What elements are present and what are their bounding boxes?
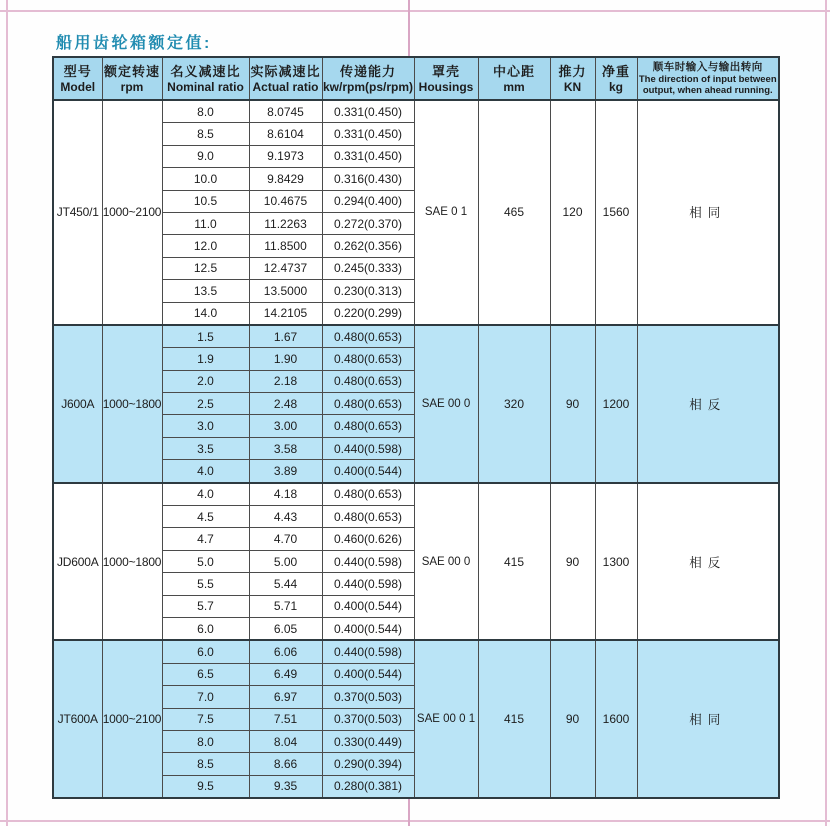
capacity-cell: 0.280(0.381) <box>322 775 414 798</box>
nominal-ratio-cell: 8.0 <box>162 100 249 123</box>
column-header-direction-en: The direction of input between output, when ahead running. <box>638 74 777 96</box>
housing-cell: SAE 00 0 1 <box>414 640 478 798</box>
column-header-center-distance-en: mm <box>503 80 525 94</box>
center-distance-cell: 465 <box>478 100 550 325</box>
housing-cell: SAE 00 0 <box>414 325 478 483</box>
table-row <box>53 325 779 348</box>
center-distance-cell: 415 <box>478 483 550 641</box>
column-header-actual-ratio <box>249 57 322 100</box>
capacity-cell: 0.331(0.450) <box>322 100 414 123</box>
actual-ratio-cell: 1.67 <box>249 325 322 348</box>
capacity-cell: 0.294(0.400) <box>322 190 414 212</box>
capacity-cell: 0.331(0.450) <box>322 145 414 167</box>
housing-cell: SAE 00 0 <box>414 483 478 641</box>
column-header-thrust <box>550 57 595 100</box>
capacity-cell: 0.262(0.356) <box>322 235 414 257</box>
actual-ratio-cell: 3.00 <box>249 415 322 437</box>
capacity-cell: 0.440(0.598) <box>322 437 414 459</box>
nominal-ratio-cell: 4.7 <box>162 528 249 550</box>
nominal-ratio-cell: 7.0 <box>162 686 249 708</box>
capacity-cell: 0.400(0.544) <box>322 663 414 685</box>
thrust-cell: 90 <box>550 325 595 483</box>
gearbox-ratings-table <box>52 56 780 799</box>
nominal-ratio-cell: 8.5 <box>162 753 249 775</box>
center-distance-cell: 415 <box>478 640 550 798</box>
nominal-ratio-cell: 12.0 <box>162 235 249 257</box>
capacity-cell: 0.331(0.450) <box>322 123 414 145</box>
nominal-ratio-cell: 7.5 <box>162 708 249 730</box>
column-header-housings <box>414 57 478 100</box>
rpm-cell: 1000~2100 <box>102 640 162 798</box>
nominal-ratio-cell: 6.0 <box>162 640 249 663</box>
capacity-cell: 0.480(0.653) <box>322 415 414 437</box>
scan-guide-line-right <box>825 0 827 826</box>
actual-ratio-cell: 11.8500 <box>249 235 322 257</box>
scan-guide-line-bottom <box>0 820 830 822</box>
model-cell: J600A <box>53 325 102 483</box>
capacity-cell: 0.480(0.653) <box>322 393 414 415</box>
actual-ratio-cell: 6.05 <box>249 617 322 640</box>
direction-cell: 相同 <box>637 100 779 325</box>
rpm-cell: 1000~1800 <box>102 483 162 641</box>
page-title: 船用齿轮箱额定值: <box>56 35 212 52</box>
column-header-rpm-en: rpm <box>120 80 144 94</box>
column-header-rpm <box>102 57 162 100</box>
model-cell: JD600A <box>53 483 102 641</box>
column-header-actual-ratio-zh: 实际减速比 <box>250 64 321 79</box>
column-header-direction <box>637 57 779 100</box>
actual-ratio-cell: 7.51 <box>249 708 322 730</box>
actual-ratio-cell: 3.89 <box>249 460 322 483</box>
column-header-model <box>53 57 102 100</box>
actual-ratio-cell: 9.35 <box>249 775 322 798</box>
column-header-capacity-zh: 传递能力 <box>339 64 396 79</box>
actual-ratio-cell: 6.49 <box>249 663 322 685</box>
capacity-cell: 0.370(0.503) <box>322 708 414 730</box>
actual-ratio-cell: 9.1973 <box>249 145 322 167</box>
actual-ratio-cell: 6.06 <box>249 640 322 663</box>
direction-cell: 相反 <box>637 483 779 641</box>
rpm-cell: 1000~1800 <box>102 325 162 483</box>
actual-ratio-cell: 8.04 <box>249 730 322 752</box>
nominal-ratio-cell: 14.0 <box>162 302 249 325</box>
actual-ratio-cell: 2.48 <box>249 393 322 415</box>
actual-ratio-cell: 6.97 <box>249 686 322 708</box>
scan-guide-line-top <box>0 10 830 12</box>
nominal-ratio-cell: 3.5 <box>162 437 249 459</box>
table-header-row <box>53 57 779 100</box>
table-row <box>53 100 779 123</box>
actual-ratio-cell: 8.6104 <box>249 123 322 145</box>
capacity-cell: 0.440(0.598) <box>322 573 414 595</box>
nominal-ratio-cell: 9.5 <box>162 775 249 798</box>
capacity-cell: 0.400(0.544) <box>322 460 414 483</box>
column-header-capacity <box>322 57 414 100</box>
capacity-cell: 0.272(0.370) <box>322 212 414 234</box>
nominal-ratio-cell: 10.0 <box>162 168 249 190</box>
weight-cell: 1560 <box>595 100 637 325</box>
direction-cell: 相反 <box>637 325 779 483</box>
rpm-cell: 1000~2100 <box>102 100 162 325</box>
capacity-cell: 0.480(0.653) <box>322 370 414 392</box>
nominal-ratio-cell: 8.0 <box>162 730 249 752</box>
scan-guide-line-left <box>6 0 8 826</box>
nominal-ratio-cell: 6.0 <box>162 617 249 640</box>
weight-cell: 1600 <box>595 640 637 798</box>
housing-cell: SAE 0 1 <box>414 100 478 325</box>
actual-ratio-cell: 8.0745 <box>249 100 322 123</box>
column-header-model-zh: 型号 <box>63 64 92 79</box>
actual-ratio-cell: 11.2263 <box>249 212 322 234</box>
direction-cell: 相同 <box>637 640 779 798</box>
column-header-weight <box>595 57 637 100</box>
column-header-nominal-ratio-zh: 名义减速比 <box>170 64 241 79</box>
column-header-center-distance <box>478 57 550 100</box>
nominal-ratio-cell: 2.5 <box>162 393 249 415</box>
model-cell: JT450/1 <box>53 100 102 325</box>
weight-cell: 1300 <box>595 483 637 641</box>
ratings-table-body <box>53 100 779 798</box>
column-header-weight-zh: 净重 <box>601 64 630 79</box>
capacity-cell: 0.290(0.394) <box>322 753 414 775</box>
column-header-thrust-zh: 推力 <box>558 64 587 79</box>
nominal-ratio-cell: 4.5 <box>162 506 249 528</box>
nominal-ratio-cell: 8.5 <box>162 123 249 145</box>
actual-ratio-cell: 5.71 <box>249 595 322 617</box>
capacity-cell: 0.480(0.653) <box>322 348 414 370</box>
actual-ratio-cell: 4.18 <box>249 483 322 506</box>
nominal-ratio-cell: 1.5 <box>162 325 249 348</box>
actual-ratio-cell: 9.8429 <box>249 168 322 190</box>
column-header-center-distance-zh: 中心距 <box>492 64 535 79</box>
actual-ratio-cell: 10.4675 <box>249 190 322 212</box>
nominal-ratio-cell: 6.5 <box>162 663 249 685</box>
capacity-cell: 0.400(0.544) <box>322 617 414 640</box>
thrust-cell: 90 <box>550 640 595 798</box>
capacity-cell: 0.220(0.299) <box>322 302 414 325</box>
actual-ratio-cell: 5.44 <box>249 573 322 595</box>
actual-ratio-cell: 1.90 <box>249 348 322 370</box>
model-cell: JT600A <box>53 640 102 798</box>
column-header-housings-en: Housings <box>418 80 474 94</box>
weight-cell: 1200 <box>595 325 637 483</box>
actual-ratio-cell: 8.66 <box>249 753 322 775</box>
capacity-cell: 0.460(0.626) <box>322 528 414 550</box>
column-header-actual-ratio-en: Actual ratio <box>252 80 319 94</box>
capacity-cell: 0.440(0.598) <box>322 640 414 663</box>
capacity-cell: 0.330(0.449) <box>322 730 414 752</box>
capacity-cell: 0.316(0.430) <box>322 168 414 190</box>
capacity-cell: 0.230(0.313) <box>322 280 414 302</box>
thrust-cell: 90 <box>550 483 595 641</box>
nominal-ratio-cell: 3.0 <box>162 415 249 437</box>
actual-ratio-cell: 14.2105 <box>249 302 322 325</box>
column-header-weight-en: kg <box>608 80 623 94</box>
column-header-capacity-en: kw/rpm(ps/rpm) <box>322 80 413 94</box>
nominal-ratio-cell: 10.5 <box>162 190 249 212</box>
nominal-ratio-cell: 5.7 <box>162 595 249 617</box>
actual-ratio-cell: 13.5000 <box>249 280 322 302</box>
nominal-ratio-cell: 2.0 <box>162 370 249 392</box>
table-row <box>53 640 779 663</box>
nominal-ratio-cell: 5.0 <box>162 550 249 572</box>
capacity-cell: 0.370(0.503) <box>322 686 414 708</box>
nominal-ratio-cell: 11.0 <box>162 212 249 234</box>
column-header-housings-zh: 罩壳 <box>431 64 460 79</box>
column-header-nominal-ratio-en: Nominal ratio <box>167 80 244 94</box>
actual-ratio-cell: 12.4737 <box>249 257 322 279</box>
column-header-model-en: Model <box>60 80 96 94</box>
column-header-nominal-ratio <box>162 57 249 100</box>
capacity-cell: 0.480(0.653) <box>322 506 414 528</box>
table-header <box>53 57 779 100</box>
nominal-ratio-cell: 4.0 <box>162 460 249 483</box>
center-distance-cell: 320 <box>478 325 550 483</box>
table-row <box>53 483 779 506</box>
column-header-direction-zh: 顺车时输入与输出转向 <box>652 61 763 73</box>
column-header-rpm-zh: 额定转速 <box>103 64 160 79</box>
nominal-ratio-cell: 1.9 <box>162 348 249 370</box>
nominal-ratio-cell: 9.0 <box>162 145 249 167</box>
actual-ratio-cell: 3.58 <box>249 437 322 459</box>
thrust-cell: 120 <box>550 100 595 325</box>
actual-ratio-cell: 2.18 <box>249 370 322 392</box>
capacity-cell: 0.400(0.544) <box>322 595 414 617</box>
nominal-ratio-cell: 5.5 <box>162 573 249 595</box>
column-header-thrust-en: KN <box>563 80 582 94</box>
capacity-cell: 0.480(0.653) <box>322 325 414 348</box>
actual-ratio-cell: 5.00 <box>249 550 322 572</box>
actual-ratio-cell: 4.70 <box>249 528 322 550</box>
capacity-cell: 0.480(0.653) <box>322 483 414 506</box>
capacity-cell: 0.440(0.598) <box>322 550 414 572</box>
nominal-ratio-cell: 4.0 <box>162 483 249 506</box>
nominal-ratio-cell: 13.5 <box>162 280 249 302</box>
capacity-cell: 0.245(0.333) <box>322 257 414 279</box>
nominal-ratio-cell: 12.5 <box>162 257 249 279</box>
actual-ratio-cell: 4.43 <box>249 506 322 528</box>
